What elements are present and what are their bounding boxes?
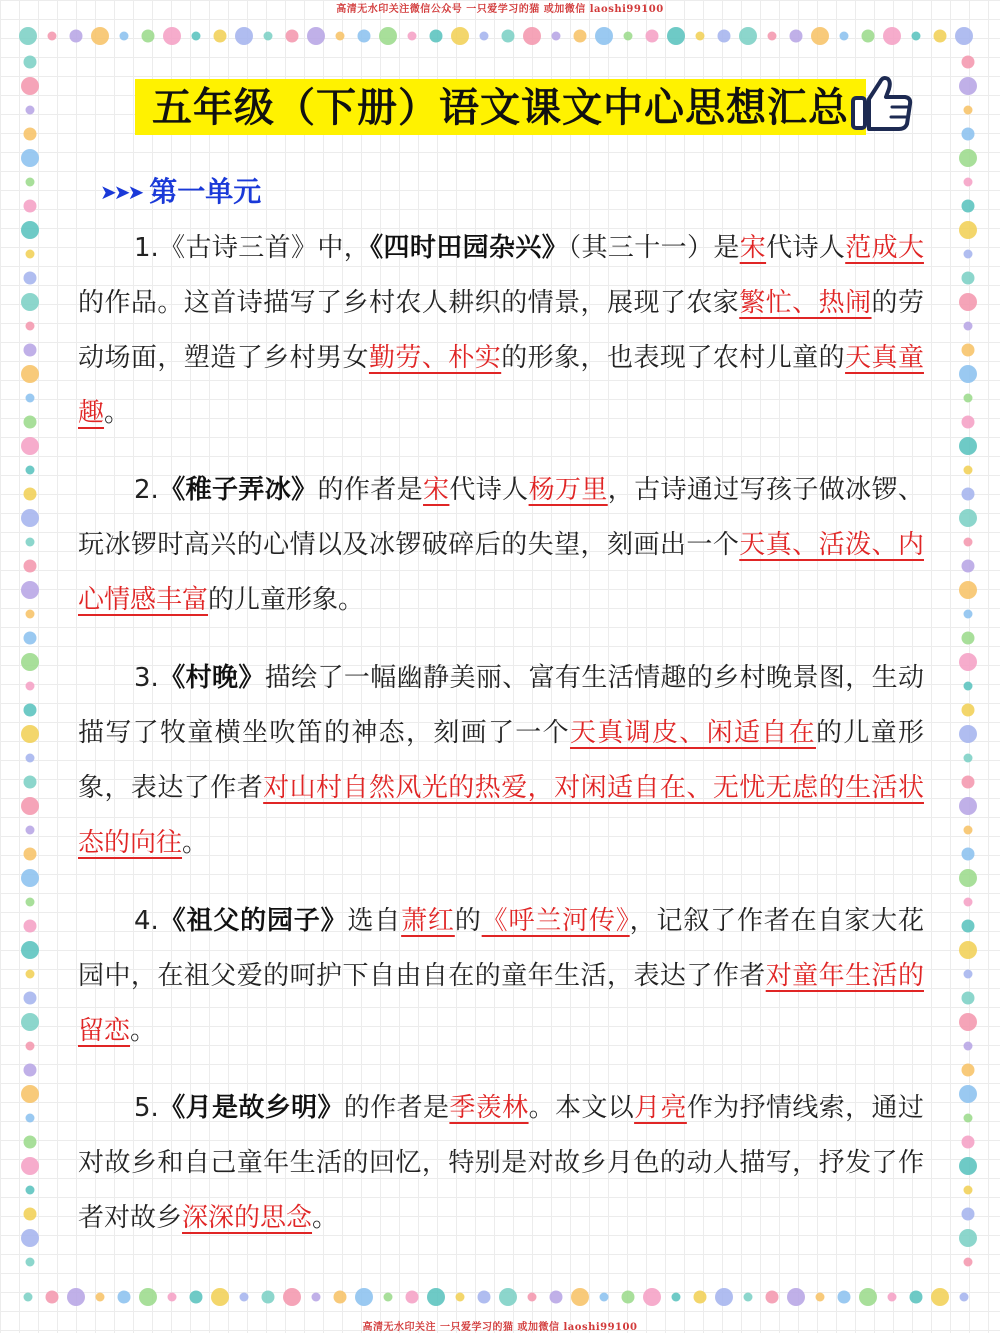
- border-dot: [955, 27, 973, 45]
- border-dot: [26, 322, 35, 331]
- border-dot: [964, 682, 973, 691]
- border-dot: [26, 250, 35, 259]
- border-dot: [910, 1291, 923, 1304]
- border-dot: [959, 941, 977, 959]
- border-dot: [19, 27, 37, 45]
- border-dot: [964, 1186, 973, 1195]
- border-dot: [26, 970, 35, 979]
- border-dot: [964, 106, 973, 115]
- border-dot: [24, 1136, 37, 1149]
- border-dot: [959, 365, 977, 383]
- border-dot: [214, 30, 227, 43]
- border-dot: [427, 1288, 445, 1306]
- text: 作为抒情线索，通过对故乡和自己童年生活的回忆，特别是对故乡月色的动人描写，抒发了作者对故乡: [78, 1093, 924, 1233]
- border-dot: [883, 27, 901, 45]
- border-dot: [430, 30, 443, 43]
- border-dot: [787, 1288, 805, 1306]
- text: ，记叙了作者在自家大花园中，在祖父爱的呵护下自由自在的童年生活，表达了作者: [78, 906, 924, 991]
- text: 2.: [134, 475, 159, 505]
- border-dot: [70, 30, 83, 43]
- border-dot: [959, 509, 977, 527]
- border-dot: [21, 221, 39, 239]
- poem-title: 《四时田园杂兴》: [370, 233, 569, 263]
- border-dot: [672, 1293, 681, 1302]
- poem-title: 《村晚》: [158, 663, 265, 693]
- border-dot: [24, 632, 37, 645]
- border-dot: [24, 776, 37, 789]
- border-dot: [26, 682, 35, 691]
- border-dot: [964, 250, 973, 259]
- watermark-top: 高清无水印关注微信公众号 一只爱学习的猫 或加微信 laoshi99100: [336, 4, 664, 15]
- border-dot: [739, 27, 757, 45]
- keyword-highlight: 勤劳、朴实: [368, 343, 502, 373]
- keyword-highlight: 对山村自然风光的热爱，对闲适自在、无忧无虑的生活状态的向往: [78, 773, 924, 858]
- author-highlight: 杨万里: [528, 475, 608, 505]
- border-dot: [26, 466, 35, 475]
- border-dot: [811, 27, 829, 45]
- border-dot: [26, 898, 35, 907]
- border-dot: [192, 32, 201, 41]
- border-dot: [931, 1288, 949, 1306]
- border-dot: [67, 1288, 85, 1306]
- border-dot: [964, 1114, 973, 1123]
- border-dot: [24, 128, 37, 141]
- border-dot: [21, 869, 39, 887]
- text: 的作者是: [343, 1093, 450, 1123]
- border-dot: [26, 1258, 35, 1267]
- border-dot: [384, 1293, 393, 1302]
- border-dot: [962, 200, 975, 213]
- border-dot: [523, 27, 541, 45]
- border-dot: [24, 1208, 37, 1221]
- border-dot: [552, 32, 561, 41]
- border-dot: [622, 1291, 635, 1304]
- border-dot: [934, 30, 947, 43]
- border-dot: [964, 538, 973, 547]
- border-dot: [21, 77, 39, 95]
- border-dot: [26, 610, 35, 619]
- border-dot: [24, 1293, 33, 1302]
- border-dot: [962, 992, 975, 1005]
- border-dot: [959, 581, 977, 599]
- border-dot: [962, 776, 975, 789]
- border-dot: [26, 178, 35, 187]
- border-dot: [24, 704, 37, 717]
- border-dot: [962, 488, 975, 501]
- border-dot: [571, 1288, 589, 1306]
- border-dot: [959, 77, 977, 95]
- border-dot: [26, 538, 35, 547]
- border-dot: [96, 1293, 105, 1302]
- text: 的劳动场面，塑造了乡村男女: [78, 288, 924, 373]
- border-dot: [646, 30, 659, 43]
- border-dot: [355, 1288, 373, 1306]
- book-highlight: 《呼兰河传》: [481, 906, 630, 936]
- border-dot: [26, 1042, 35, 1051]
- border-dot: [838, 1291, 851, 1304]
- text: 。: [312, 1203, 339, 1233]
- border-dot: [959, 1157, 977, 1175]
- border-dot: [408, 32, 417, 41]
- border-dot: [358, 30, 371, 43]
- paragraph-1: [78, 221, 924, 441]
- border-dot: [964, 610, 973, 619]
- border-dot: [24, 992, 37, 1005]
- border-dot: [959, 221, 977, 239]
- text: （其三十一）是: [568, 233, 740, 263]
- thumbs-up-icon: [850, 72, 916, 134]
- text: 4.: [134, 906, 159, 936]
- keyword-highlight: 天真、活泼、内心情感丰富: [78, 530, 924, 615]
- text: 的儿童形象，表达了作者: [78, 718, 924, 803]
- border-dot: [312, 1293, 321, 1302]
- border-dot: [120, 32, 129, 41]
- border-dot: [21, 365, 39, 383]
- border-dot: [959, 1013, 977, 1031]
- border-dot: [21, 725, 39, 743]
- border-dot: [211, 1288, 229, 1306]
- border-dot: [499, 1288, 517, 1306]
- text: 5.: [134, 1093, 159, 1123]
- border-dot: [502, 30, 515, 43]
- border-dot: [26, 826, 35, 835]
- text: 的形象，也表现了农村儿童的: [501, 343, 846, 373]
- border-dot: [379, 27, 397, 45]
- border-dot: [768, 32, 777, 41]
- border-dot: [964, 1258, 973, 1267]
- border-dot: [959, 653, 977, 671]
- poem-title: 《稚子弄冰》: [158, 475, 318, 505]
- paragraph-4: [78, 894, 924, 1059]
- keyword-highlight: 天真童趣: [78, 343, 924, 428]
- border-dot: [959, 797, 977, 815]
- border-dot: [643, 1288, 661, 1306]
- border-dot: [962, 848, 975, 861]
- border-dot: [24, 848, 37, 861]
- border-dot: [959, 725, 977, 743]
- text: 。: [130, 1016, 157, 1046]
- border-dot: [480, 32, 489, 41]
- border-dot: [962, 56, 975, 69]
- border-dot: [168, 1293, 177, 1302]
- border-dot: [21, 581, 39, 599]
- border-dot: [959, 1229, 977, 1247]
- border-dot: [744, 1293, 753, 1302]
- border-dot: [962, 1136, 975, 1149]
- text: 的儿童形象。: [208, 585, 365, 615]
- border-dot: [24, 560, 37, 573]
- border-dot: [715, 1288, 733, 1306]
- border-dot: [964, 322, 973, 331]
- keyword-highlight: 对童年生活的留恋: [78, 961, 924, 1046]
- border-dot: [962, 1064, 975, 1077]
- dynasty-highlight: 宋: [739, 233, 767, 263]
- border-dot: [694, 1291, 707, 1304]
- border-dot: [962, 416, 975, 429]
- author-highlight: 季羡林: [449, 1093, 529, 1123]
- border-dot: [262, 1291, 275, 1304]
- border-dot: [962, 272, 975, 285]
- text: 描绘了一幅幽静美丽、富有生活情趣的乡村晚景图，生动描写了牧童横坐吹笛的神态，刻画了一个: [78, 663, 924, 748]
- border-dot: [46, 1291, 59, 1304]
- border-dot: [964, 826, 973, 835]
- border-dot: [816, 1293, 825, 1302]
- section-title: 第一单元: [149, 175, 262, 208]
- border-dot: [696, 32, 705, 41]
- border-dot: [91, 27, 109, 45]
- triple-arrow-icon: ➤➤➤: [100, 180, 142, 204]
- border-dot: [26, 1186, 35, 1195]
- border-dot: [962, 1208, 975, 1221]
- border-dot: [307, 27, 325, 45]
- border-dot: [964, 1042, 973, 1051]
- border-dot: [21, 437, 39, 455]
- border-dot: [964, 970, 973, 979]
- border-dot: [964, 466, 973, 475]
- paragraph-5: [78, 1081, 924, 1246]
- border-dot: [286, 30, 299, 43]
- border-dot: [24, 344, 37, 357]
- border-dot: [888, 1293, 897, 1302]
- keyword-highlight: 月亮: [634, 1093, 687, 1123]
- border-dot: [21, 149, 39, 167]
- text: ，古诗通过写孩子做冰锣、玩冰锣时高兴的心情以及冰锣破碎后的失望，刻画出一个: [78, 475, 924, 560]
- border-dot: [21, 1157, 39, 1175]
- border-dot: [960, 1293, 969, 1302]
- border-dot: [859, 1288, 877, 1306]
- border-dot: [26, 754, 35, 763]
- watermark-bottom: 高清无水印关注 一只爱学习的猫 或加微信 laoshi99100: [362, 1322, 638, 1333]
- border-dot: [959, 869, 977, 887]
- text: 。: [182, 828, 209, 858]
- text: 的作品。这首诗描写了乡村农人耕织的情景，展现了农家: [78, 288, 740, 318]
- border-dot: [790, 30, 803, 43]
- border-dot: [595, 27, 613, 45]
- border-dot: [21, 941, 39, 959]
- keyword-highlight: 繁忙、热闹: [739, 288, 872, 318]
- text: 1.《古诗三首》中，: [134, 233, 371, 263]
- border-dot: [24, 1064, 37, 1077]
- border-dot: [964, 394, 973, 403]
- border-dot: [21, 293, 39, 311]
- border-dot: [163, 27, 181, 45]
- author-highlight: 范成大: [845, 233, 924, 263]
- paragraph-2: [78, 463, 924, 628]
- border-dot: [840, 32, 849, 41]
- border-dot: [235, 27, 253, 45]
- border-dot: [667, 27, 685, 45]
- border-dot: [862, 30, 875, 43]
- border-dot: [600, 1293, 609, 1302]
- border-dot: [959, 1085, 977, 1103]
- border-dot: [21, 797, 39, 815]
- border-dot: [24, 272, 37, 285]
- border-dot: [26, 1114, 35, 1123]
- text: 3.: [134, 663, 159, 693]
- border-dot: [21, 1229, 39, 1247]
- text: 。本文以: [528, 1093, 635, 1123]
- border-dot: [21, 653, 39, 671]
- border-dot: [959, 437, 977, 455]
- lesson-title: 《月是故乡明》: [158, 1093, 344, 1123]
- keyword-highlight: 天真调皮、闲适自在: [569, 718, 816, 748]
- text: 。: [104, 398, 131, 428]
- border-dot: [962, 920, 975, 933]
- border-dot: [21, 509, 39, 527]
- border-dot: [283, 1288, 301, 1306]
- border-dot: [718, 30, 731, 43]
- border-dot: [959, 149, 977, 167]
- border-dot: [959, 293, 977, 311]
- border-dot: [550, 1291, 563, 1304]
- border-dot: [26, 106, 35, 115]
- border-dot: [528, 1293, 537, 1302]
- keyword-highlight: 深深的思念: [182, 1203, 313, 1233]
- dynasty-highlight: 宋: [423, 475, 450, 505]
- border-dot: [912, 32, 921, 41]
- text: 的作者是: [317, 475, 424, 505]
- border-dot: [24, 920, 37, 933]
- border-dot: [24, 200, 37, 213]
- text: 代诗人: [766, 233, 846, 263]
- lesson-title: 《祖父的园子》: [158, 906, 348, 936]
- border-dot: [964, 754, 973, 763]
- text: 代诗人: [449, 475, 529, 505]
- border-dot: [264, 32, 273, 41]
- border-dot: [336, 32, 345, 41]
- border-dot: [21, 1013, 39, 1031]
- border-dot: [574, 30, 587, 43]
- border-dot: [962, 560, 975, 573]
- border-dot: [142, 30, 155, 43]
- border-dot: [451, 27, 469, 45]
- border-dot: [964, 178, 973, 187]
- border-dot: [766, 1291, 779, 1304]
- border-dot: [964, 898, 973, 907]
- border-dot: [962, 128, 975, 141]
- border-dot: [962, 704, 975, 717]
- section-heading: [100, 172, 261, 212]
- border-dot: [962, 344, 975, 357]
- page-title: 五年级（下册）语文课文中心思想汇总: [152, 85, 849, 131]
- border-dot: [334, 1291, 347, 1304]
- border-dot: [24, 416, 37, 429]
- border-dot: [624, 32, 633, 41]
- border-dot: [139, 1288, 157, 1306]
- border-dot: [456, 1293, 465, 1302]
- text: 选自: [347, 906, 402, 936]
- paragraph-3: [78, 651, 924, 871]
- border-dot: [26, 394, 35, 403]
- border-dot: [24, 488, 37, 501]
- border-dot: [48, 32, 57, 41]
- border-dot: [24, 56, 37, 69]
- border-dot: [118, 1291, 131, 1304]
- border-dot: [962, 632, 975, 645]
- border-dot: [21, 1085, 39, 1103]
- author-highlight: 萧红: [401, 906, 455, 936]
- border-dot: [240, 1293, 249, 1302]
- border-dot: [406, 1291, 419, 1304]
- border-dot: [478, 1291, 491, 1304]
- border-dot: [190, 1291, 203, 1304]
- text: 的: [454, 906, 482, 936]
